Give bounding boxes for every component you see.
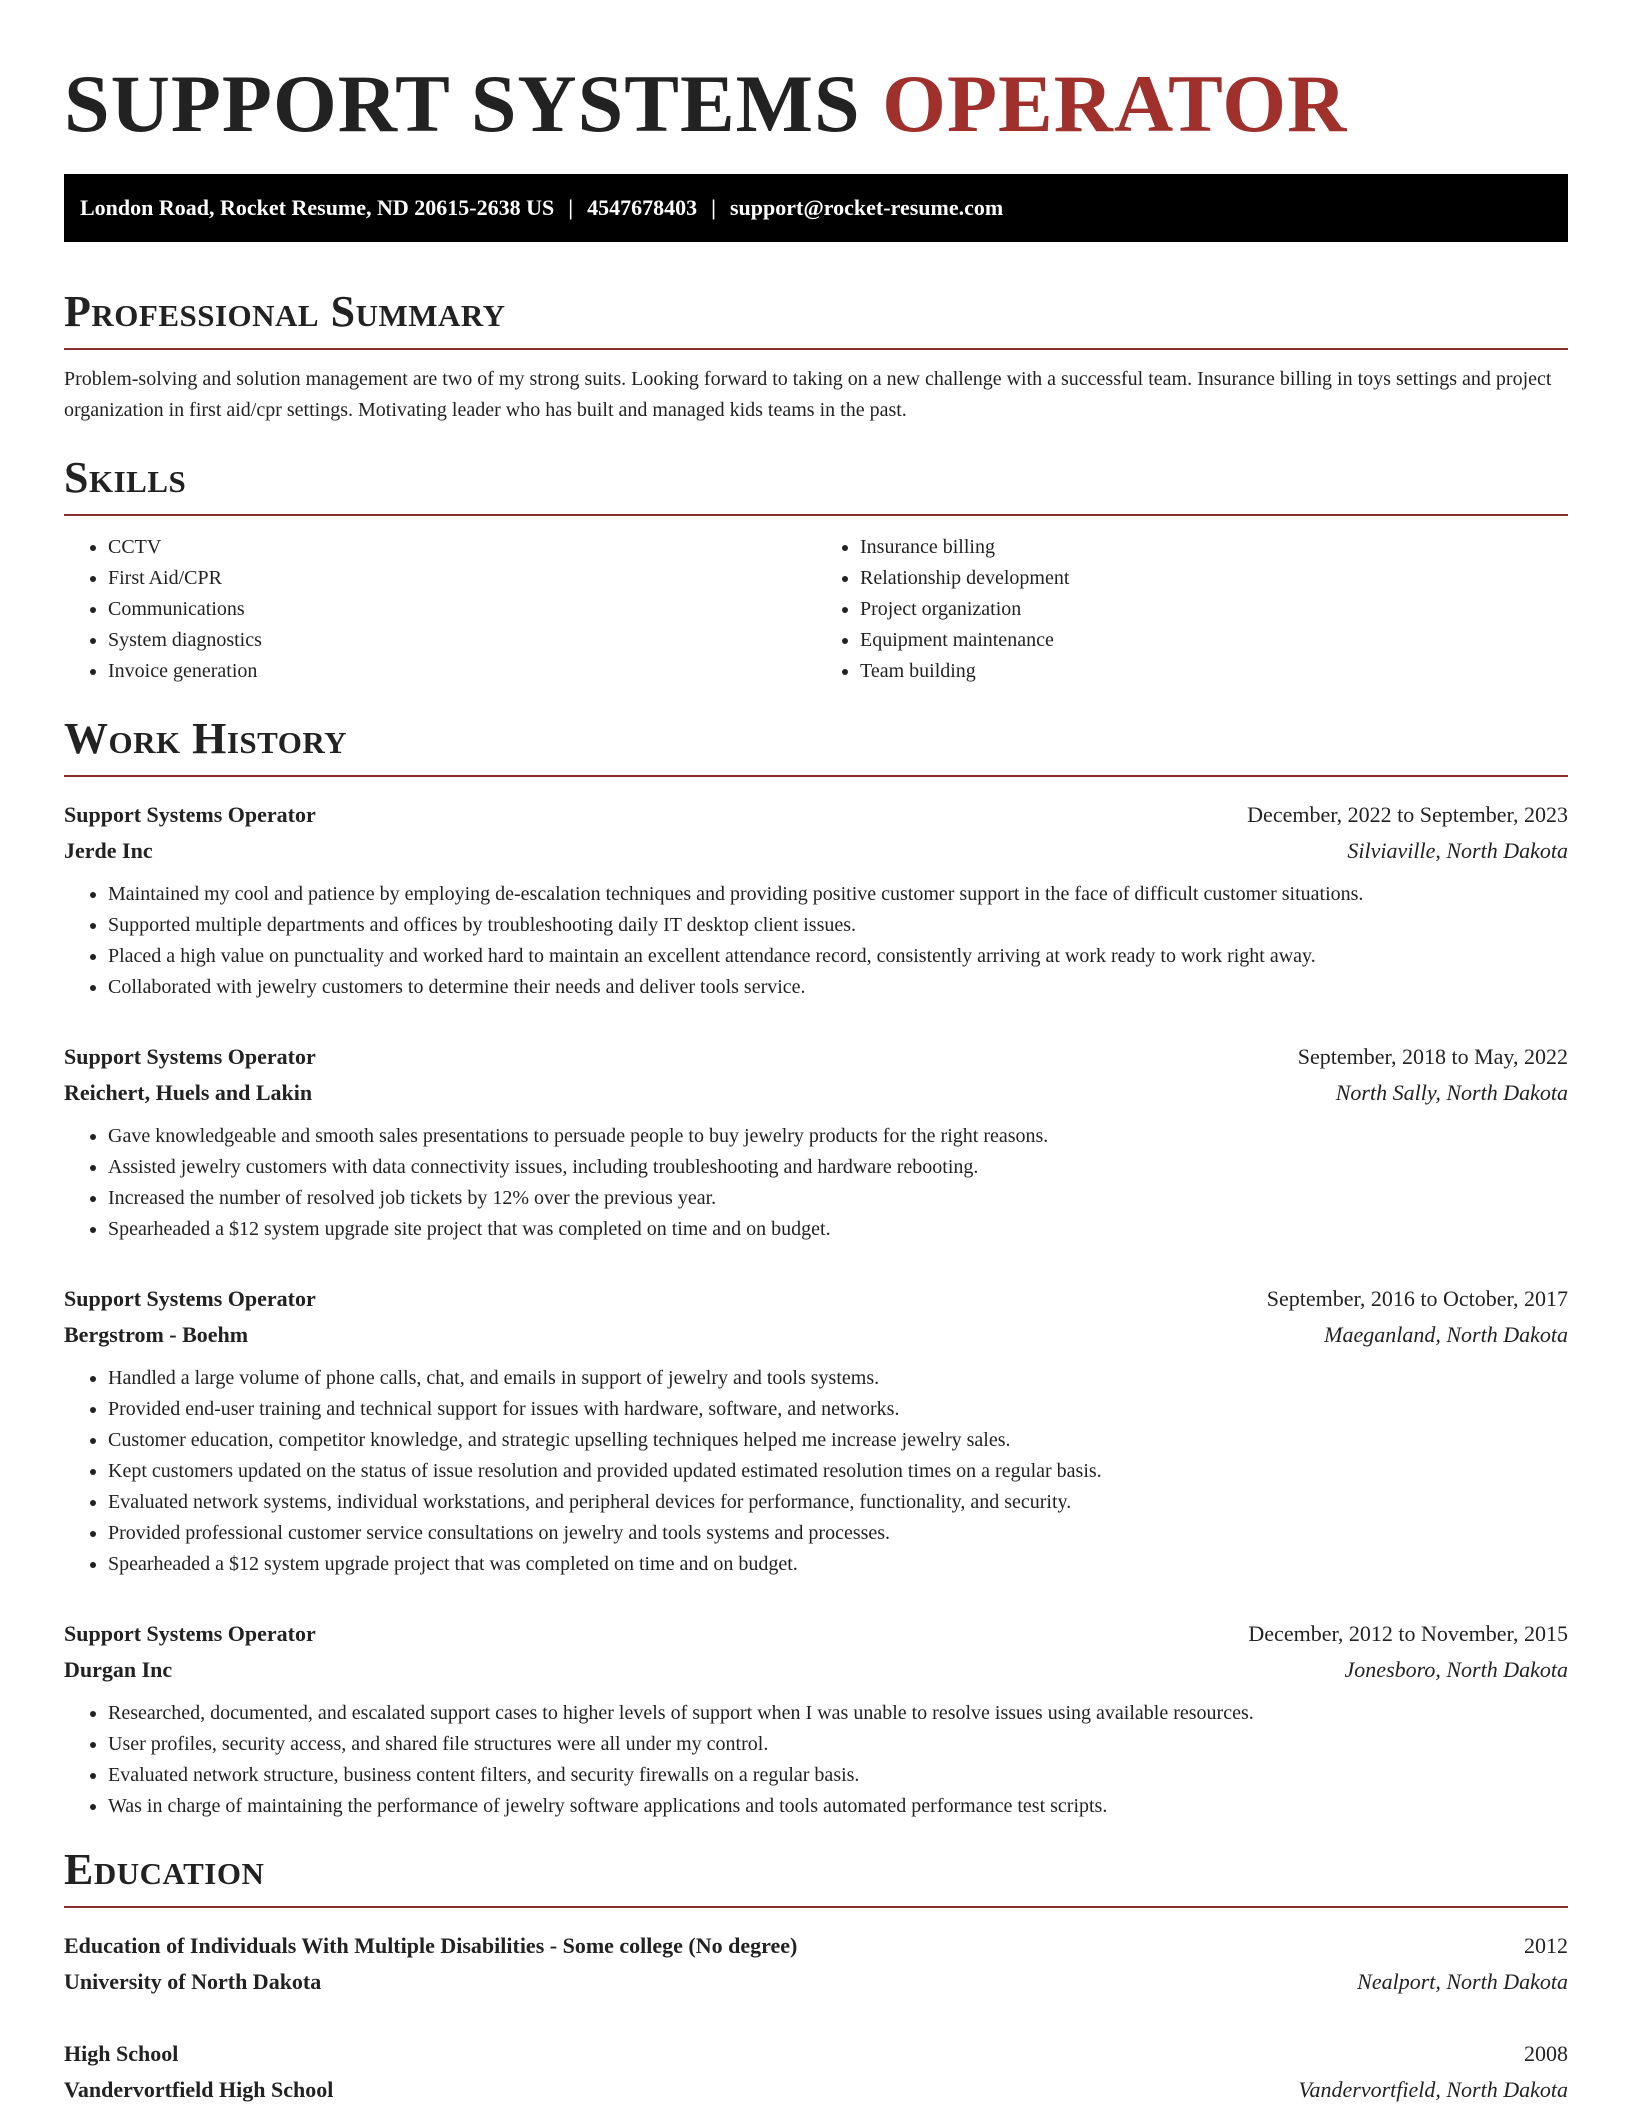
job-company: Durgan Inc — [64, 1657, 173, 1682]
job-bullet: • Kept customers updated on the status of issue resolution and provided updated estimated resolution times on a regular basis. — [108, 1456, 1568, 1487]
skill-item: • Project organization — [860, 594, 1568, 625]
job-company: Jerde Inc — [64, 838, 153, 863]
skill-item: • System diagnostics — [108, 625, 816, 656]
education-title: Education — [64, 1842, 1568, 1908]
name-main: SUPPORT SYSTEMS — [64, 58, 861, 149]
skill-item: • Insurance billing — [860, 532, 1568, 563]
contact-separator: | — [568, 195, 574, 220]
job-entry — [64, 797, 1568, 1003]
resume-name — [64, 0, 1568, 150]
education-school-row — [64, 2072, 1568, 2108]
contact-email: support@rocket-resume.com — [729, 195, 1004, 220]
job-bullet: • Placed a high value on punctuality and worked hard to maintain an excellent attendance record, consistently arriving at work ready to work right away. — [108, 941, 1568, 972]
job-header-row — [64, 1281, 1568, 1317]
job-company: Bergstrom - Boehm — [64, 1322, 249, 1347]
job-bullet: • Was in charge of maintaining the performance of jewelry software applications and tools automated performance test scripts. — [108, 1791, 1568, 1822]
job-role: Support Systems Operator — [64, 1044, 316, 1069]
contact-address: London Road, Rocket Resume, ND 20615-2638 US — [80, 195, 555, 220]
education-school: University of North Dakota — [64, 1969, 322, 1994]
job-bullet: • Provided professional customer service consultations on jewelry and tools systems and processes. — [108, 1518, 1568, 1549]
skills-list-right — [816, 532, 1568, 687]
job-dates: September, 2016 to October, 2017 — [1266, 1286, 1568, 1311]
job-header-row — [64, 797, 1568, 833]
contact-separator: | — [711, 195, 716, 220]
job-bullets — [64, 1121, 1568, 1245]
job-dates: September, 2018 to May, 2022 — [1297, 1044, 1568, 1069]
job-company-row — [64, 1317, 1568, 1353]
job-entry — [64, 1281, 1568, 1580]
job-location: Silviaville, North Dakota — [1347, 838, 1568, 863]
education-entry — [64, 1928, 1568, 2000]
job-bullets — [64, 1363, 1568, 1580]
job-bullet: • Evaluated network structure, business content filters, and security firewalls on a regular basis. — [108, 1760, 1568, 1791]
education-entry — [64, 2036, 1568, 2108]
job-bullet: • Spearheaded a $12 system upgrade project that was completed on time and on budget. — [108, 1549, 1568, 1580]
job-bullet: • Maintained my cool and patience by employing de-escalation techniques and providing positive customer support in the face of difficult customer situations. — [108, 879, 1568, 910]
job-bullet: • User profiles, security access, and shared file structures were all under my control. — [108, 1729, 1568, 1760]
contact-phone: 4547678403 — [587, 195, 698, 220]
skill-item: • Communications — [108, 594, 816, 625]
job-company-row — [64, 833, 1568, 869]
education-section — [64, 1842, 1568, 2108]
skills-section — [64, 450, 1568, 687]
education-school-row — [64, 1964, 1568, 2000]
job-location: Jonesboro, North Dakota — [1344, 1657, 1568, 1682]
job-role: Support Systems Operator — [64, 1621, 316, 1646]
job-bullet: • Researched, documented, and escalated support cases to higher levels of support when I was unable to resolve issues using available resources. — [108, 1698, 1568, 1729]
job-dates: December, 2012 to November, 2015 — [1248, 1621, 1568, 1646]
skill-item: • CCTV — [108, 532, 816, 563]
job-location: Maeganland, North Dakota — [1324, 1322, 1568, 1347]
job-bullets — [64, 879, 1568, 1003]
summary-section — [64, 284, 1568, 426]
contact-bar — [64, 174, 1568, 242]
skill-item: • Relationship development — [860, 563, 1568, 594]
job-location: North Sally, North Dakota — [1335, 1080, 1568, 1105]
job-role: Support Systems Operator — [64, 1286, 316, 1311]
skill-item: • Equipment maintenance — [860, 625, 1568, 656]
education-year: 2008 — [1524, 2041, 1568, 2066]
skill-item: • Team building — [860, 656, 1568, 687]
summary-text: Problem-solving and solution management are two of my strong suits. Looking forward to taking on a new challenge with a successful team. Insurance billing in toys settings and project organization in first aid/cpr settings. Motivating leader who has built and managed kids teams in the past. — [64, 368, 1552, 421]
education-year: 2012 — [1524, 1933, 1568, 1958]
education-school: Vandervortfield High School — [64, 2077, 334, 2102]
education-header-row — [64, 1928, 1568, 1964]
job-bullet: • Customer education, competitor knowledge, and strategic upselling techniques helped me increase jewelry sales. — [108, 1425, 1568, 1456]
education-header-row — [64, 2036, 1568, 2072]
job-bullet: • Assisted jewelry customers with data connectivity issues, including troubleshooting and hardware rebooting. — [108, 1152, 1568, 1183]
name-accent: OPERATOR — [882, 58, 1348, 149]
summary-title: Professional Summary — [64, 284, 1568, 350]
education-location: Vandervortfield, North Dakota — [1298, 2077, 1568, 2102]
job-header-row — [64, 1039, 1568, 1075]
education-location: Nealport, North Dakota — [1357, 1969, 1568, 1994]
job-bullet: • Provided end-user training and technical support for issues with hardware, software, and networks. — [108, 1394, 1568, 1425]
job-entry — [64, 1039, 1568, 1245]
job-entry — [64, 1616, 1568, 1822]
job-header-row — [64, 1616, 1568, 1652]
job-bullet: • Increased the number of resolved job tickets by 12% over the previous year. — [108, 1183, 1568, 1214]
skills-title: Skills — [64, 450, 1568, 516]
skill-item: • Invoice generation — [108, 656, 816, 687]
job-company-row — [64, 1075, 1568, 1111]
job-bullet: • Supported multiple departments and offices by troubleshooting daily IT desktop client issues. — [108, 910, 1568, 941]
work-history-section — [64, 711, 1568, 1822]
job-company-row — [64, 1652, 1568, 1688]
job-bullet: • Spearheaded a $12 system upgrade site project that was completed on time and on budget. — [108, 1214, 1568, 1245]
job-bullet: • Evaluated network systems, individual workstations, and peripheral devices for performance, functionality, and security. — [108, 1487, 1568, 1518]
education-degree: High School — [64, 2041, 179, 2066]
job-bullet: • Handled a large volume of phone calls, chat, and emails in support of jewelry and tools systems. — [108, 1363, 1568, 1394]
skill-item: • First Aid/CPR — [108, 563, 816, 594]
job-bullet: • Collaborated with jewelry customers to determine their needs and deliver tools service. — [108, 972, 1568, 1003]
skills-list-left — [64, 532, 816, 687]
job-role: Support Systems Operator — [64, 802, 316, 827]
job-company: Reichert, Huels and Lakin — [64, 1080, 313, 1105]
job-bullet: • Gave knowledgeable and smooth sales presentations to persuade people to buy jewelry products for the right reasons. — [108, 1121, 1568, 1152]
education-degree: Education of Individuals With Multiple Disabilities - Some college (No degree) — [64, 1933, 798, 1958]
job-bullets — [64, 1698, 1568, 1822]
skills-grid — [64, 532, 1568, 687]
job-dates: December, 2022 to September, 2023 — [1247, 802, 1568, 827]
work-history-title: Work History — [64, 711, 1568, 777]
